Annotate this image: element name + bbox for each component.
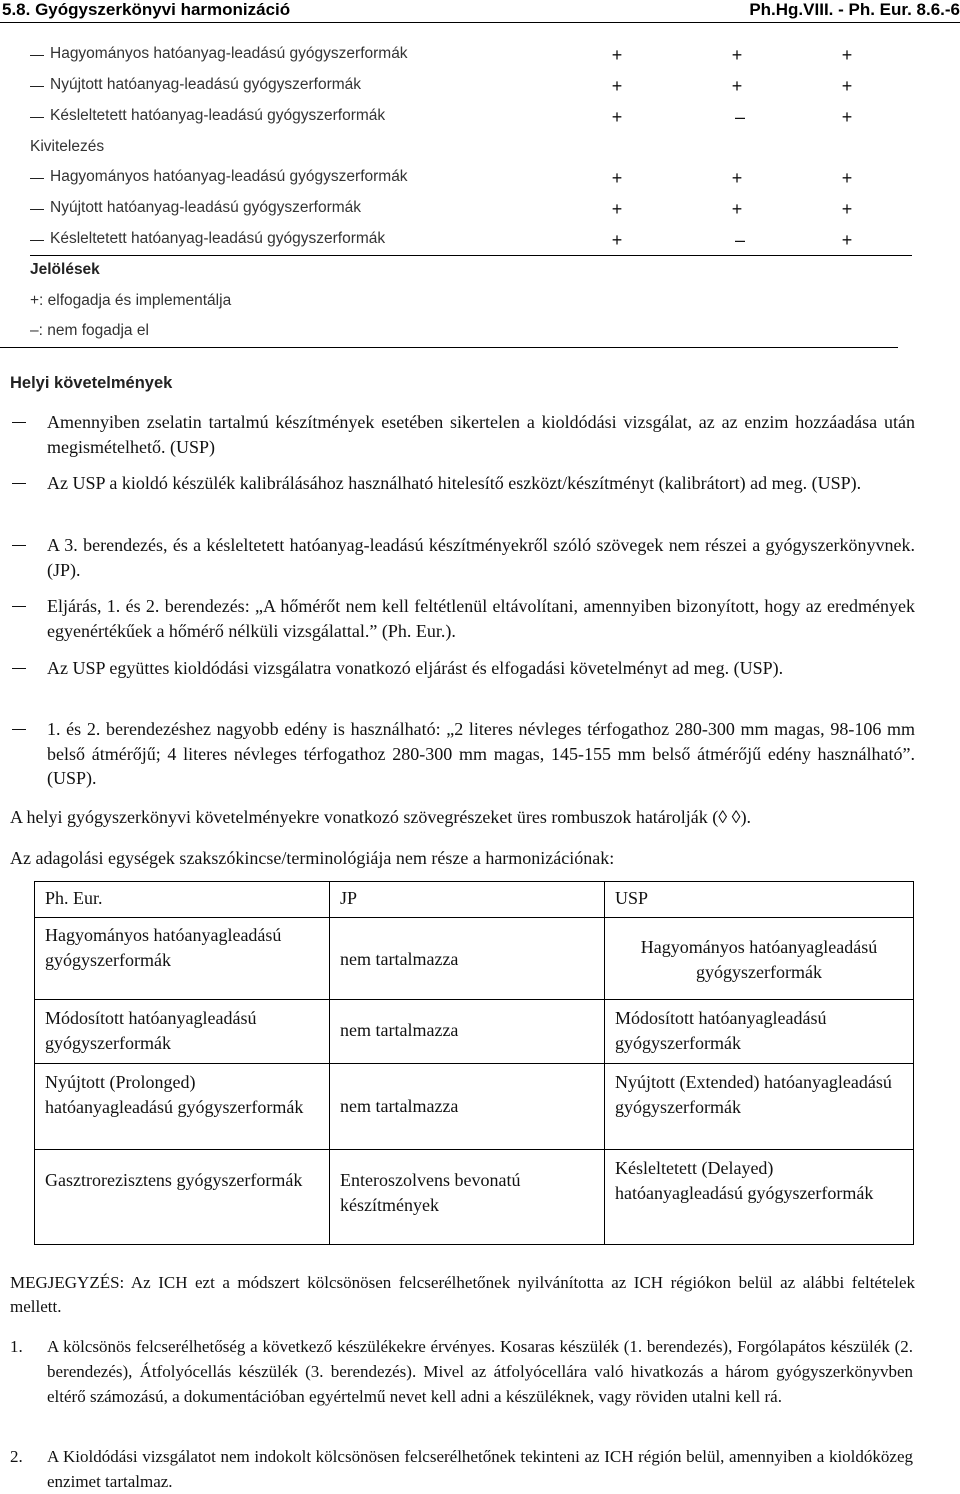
section-title: 5.8. Gyógyszerkönyvi harmonizáció — [2, 0, 291, 19]
matrix-row — [0, 76, 960, 98]
table-row — [35, 918, 914, 1000]
table-cell: nem tartalmazza — [340, 1096, 459, 1116]
dash-marker — [12, 729, 26, 730]
terminology-note: Az adagolási egységek szakszókincse/terminológiája nem része a harmonizációnak: — [10, 848, 615, 868]
header-usp: USP — [615, 888, 649, 908]
table-cell: Hagyományos hatóanyagleadású gyógyszerformák — [640, 937, 878, 982]
mark-usp: + — [841, 168, 853, 188]
mark-usp: + — [841, 76, 853, 96]
dash-marker — [12, 606, 26, 607]
dash-marker — [30, 178, 44, 179]
row-label: Késleltetett hatóanyag-leadású gyógyszerformák — [50, 230, 386, 247]
row-label: Nyújtott hatóanyag-leadású gyógyszerformák — [50, 199, 362, 216]
table-cell: Nyújtott (Extended) hatóanyagleadású gyógyszerformák — [615, 1072, 892, 1117]
table-header-row — [35, 882, 914, 918]
header-rule — [0, 22, 960, 23]
header-ph-eur: Ph. Eur. — [45, 888, 103, 908]
dash-marker — [30, 86, 44, 87]
matrix-row — [0, 168, 960, 190]
mark-jp: + — [731, 45, 743, 65]
dash-marker — [30, 209, 44, 210]
page-reference: Ph.Hg.VIII. - Ph. Eur. 8.6.-6 — [749, 0, 960, 19]
condition-number: 1. — [10, 1337, 23, 1356]
mark-ph-eur: + — [611, 230, 623, 250]
row-label: Hagyományos hatóanyag-leadású gyógyszerformák — [50, 168, 408, 185]
table-row — [35, 1064, 914, 1150]
dash-marker — [12, 422, 26, 423]
mark-jp: + — [731, 168, 743, 188]
matrix-bottom-rule — [30, 255, 912, 256]
header-jp: JP — [340, 888, 358, 908]
table-cell: Késleltetett (Delayed) hatóanyagleadású gyógyszerformák — [615, 1158, 874, 1203]
row-label: Hagyományos hatóanyag-leadású gyógyszerformák — [50, 45, 408, 62]
table-cell: Enteroszolvens bevonatú készítmények — [340, 1170, 521, 1215]
legend-plus: +: elfogadja és implementálja — [30, 292, 232, 309]
terminology-table — [34, 881, 914, 1245]
legend-title: Jelölések — [30, 261, 100, 278]
mark-ph-eur: + — [611, 199, 623, 219]
matrix-row — [0, 45, 960, 67]
table-cell: Módosított hatóanyagleadású gyógyszerformák — [615, 1008, 827, 1053]
row-label: Nyújtott hatóanyag-leadású gyógyszerformák — [50, 76, 362, 93]
dash-marker — [12, 668, 26, 669]
dash-marker — [30, 55, 44, 56]
matrix-row — [0, 138, 960, 160]
condition-text: A kölcsönös felcserélhetőség a következő készülékekre érvényes. Kosaras készülék (1. berendezés), Forgólapátos készülék (2. berendezés), Átfolyócellás készülék (3. berendezés). Mivel az átfolyócellára való hivatkozás a három gyógyszerkönyvben eltérő számozású, a dokumentációban egyértelmű nevet kell adni a készüléknek, vagy röviden utalni kell rá. — [47, 1337, 913, 1406]
mark-jp: + — [731, 199, 743, 219]
local-requirements-title: Helyi követelmények — [10, 374, 173, 392]
matrix-row — [0, 199, 960, 221]
dash-marker — [30, 117, 44, 118]
table-cell: nem tartalmazza — [340, 949, 459, 969]
table-cell: Nyújtott (Prolonged) hatóanyagleadású gyógyszerformák — [45, 1072, 304, 1117]
table-cell: Hagyományos hatóanyagleadású gyógyszerformák — [45, 925, 282, 970]
matrix-row — [0, 107, 960, 129]
table-cell: Gasztrorezisztens gyógyszerformák — [45, 1170, 303, 1190]
mark-usp: + — [841, 199, 853, 219]
dash-marker — [12, 545, 26, 546]
table-row — [35, 1000, 914, 1064]
condition-text: A Kioldódási vizsgálatot nem indokolt kölcsönösen felcserélhetőnek tekinteni az ICH régión belül, amennyiben a kioldóközeg enzimet tartalmaz. — [47, 1447, 913, 1491]
mark-ph-eur: + — [611, 76, 623, 96]
mark-jp: – — [734, 107, 745, 127]
matrix-row — [0, 230, 960, 252]
row-label: Késleltetett hatóanyag-leadású gyógyszerformák — [50, 107, 386, 124]
mark-ph-eur: + — [611, 168, 623, 188]
dash-marker — [12, 483, 26, 484]
mark-usp: + — [841, 107, 853, 127]
mark-jp: + — [731, 76, 743, 96]
mark-ph-eur: + — [611, 45, 623, 65]
mark-usp: + — [841, 230, 853, 250]
mark-ph-eur: + — [611, 107, 623, 127]
dash-marker — [30, 240, 44, 241]
rhombus-note: A helyi gyógyszerkönyvi követelményekre vonatkozó szövegrészeket üres rombuszok határolják (◊ ◊). — [10, 807, 752, 827]
legend-minus: –: nem fogadja el — [30, 322, 149, 339]
table-cell: Módosított hatóanyagleadású gyógyszerformák — [45, 1008, 257, 1053]
mark-jp: – — [734, 230, 745, 250]
page-header — [0, 0, 960, 22]
row-label: Kivitelezés — [30, 138, 105, 155]
table-cell: nem tartalmazza — [340, 1020, 459, 1040]
ich-note: MEGJEGYZÉS: Az ICH ezt a módszert kölcsönösen felcserélhetőnek nyilvánította az ICH régiókon belül az alábbi feltételek mellett. — [10, 1273, 915, 1316]
legend-bottom-rule — [0, 347, 898, 348]
condition-number: 2. — [10, 1447, 23, 1466]
table-row — [35, 1150, 914, 1245]
mark-usp: + — [841, 45, 853, 65]
